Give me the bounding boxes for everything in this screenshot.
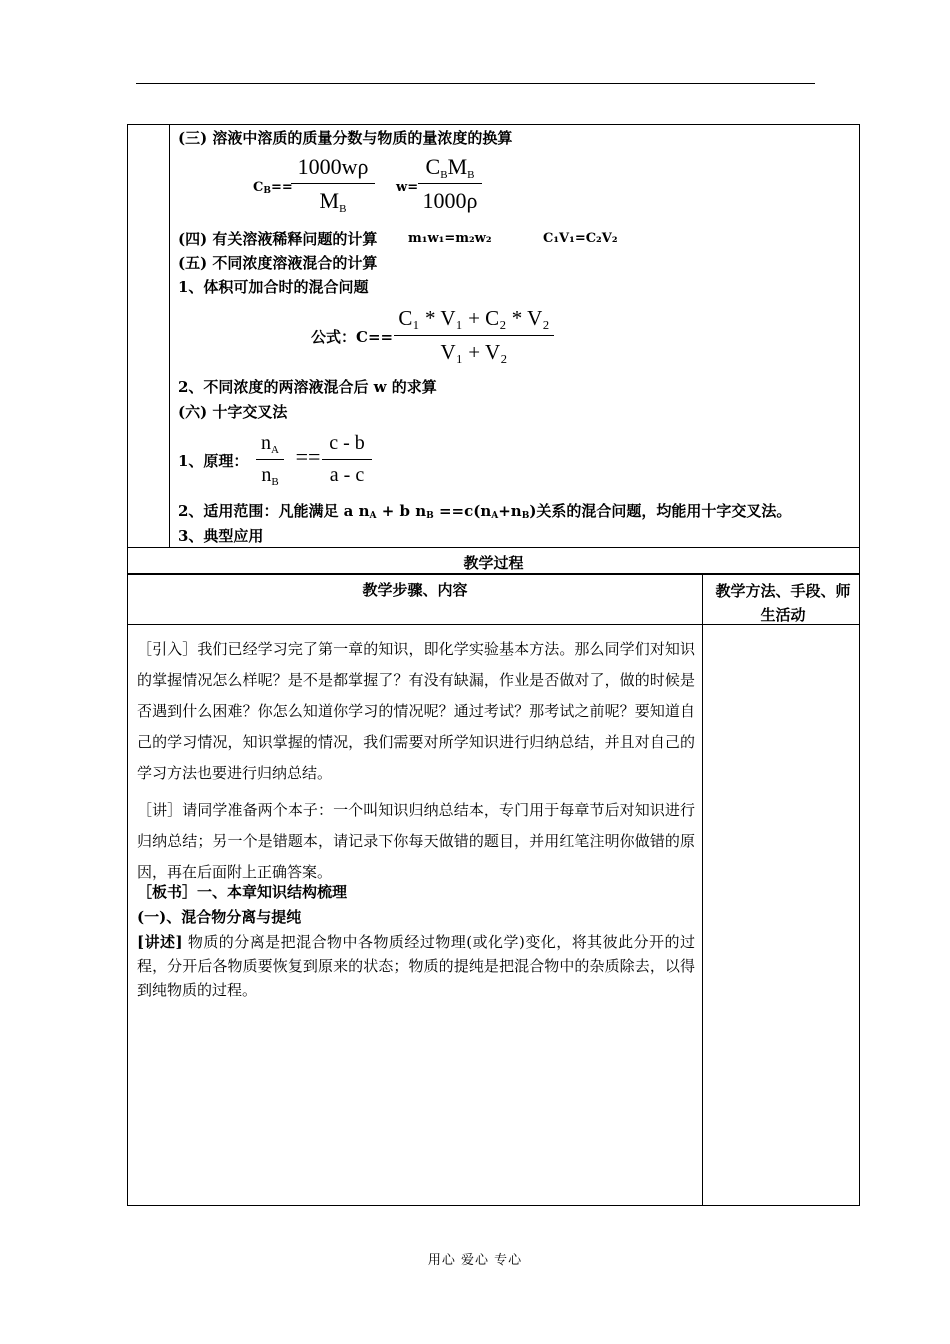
speech-paragraph: [讲述] 物质的分离是把混合物中各物质经过物理(或化学)变化，将其彼此分开的过程，分开后各物质要恢复到原来的状态；物质的提纯是把混合物中的杂质除去，以得到纯物质的过程。 (137, 933, 695, 999)
col-steps-header: 教学步骤、内容 (362, 581, 468, 599)
fraction-bar (418, 183, 482, 184)
section5-item2: 2、不同浓度的两溶液混合后 w 的求算 (178, 378, 437, 396)
board-heading: ［板书］一、本章知识结构梳理 (137, 883, 348, 901)
w-label: w= (396, 180, 419, 195)
w-denominator: 1000ρ (422, 188, 478, 213)
ratio-fraction (256, 430, 284, 492)
mix-formula-label: 公式：C== (311, 328, 394, 346)
process-title: 教学过程 (463, 554, 524, 572)
col-methods-header: 教学方法、手段、师生活动 (715, 582, 851, 624)
section5-title: (五) 不同浓度溶液混合的计算 (178, 254, 378, 272)
cb-numerator: 1000wρ (297, 154, 369, 179)
header-rule (136, 83, 815, 84)
cb-denominator: $M_B$ (319, 188, 347, 215)
fraction-bar (256, 459, 284, 460)
section6-item1-label: 1、原理： (178, 452, 249, 470)
ratio-denominator: $n_B$ (261, 464, 279, 488)
ratio-numerator: $n_A$ (261, 432, 279, 456)
table-header-row (127, 574, 860, 625)
intro-paragraph: ［引入］我们已经学习完了第一章的知识，即化学实验基本方法。那么同学们对知识的掌握情况怎么样呢？是不是都掌握了？有没有缺漏，作业是否做对了，做的时候是否遇到什么困难？你怎么知道你学习的情况呢？通过考试？那考试之前呢？要知道自己的学习情况，知识掌握的情况，我们需要对所学知识进行归纳总结，并且对自己的学习方法也要进行归纳总结。 (137, 640, 695, 782)
fraction-bar (322, 459, 372, 460)
process-title-row (127, 548, 860, 574)
w-fraction (418, 152, 482, 218)
section3-title: (三) 溶液中溶质的质量分数与物质的量浓度的换算 (178, 129, 513, 147)
lecture-paragraph: ［讲］请同学准备两个本子：一个叫知识归纳总结本，专门用于每章节后对知识进行归纳总结；另一个是错题本，请记录下你每天做错的题目，并用红笔注明你做错的原因，再在后面附上正确答案。 (137, 801, 695, 881)
rhs-fraction (322, 430, 372, 492)
section4-title: (四) 有关溶液稀释问题的计算 (178, 230, 378, 248)
column-divider (702, 575, 703, 624)
section6-item2: 2、适用范围：凡能满足 a $n_A + b$ $n_B ==c(n_A+n_B)$关系的混合问题，均能用十字交叉法。 (178, 502, 792, 521)
rhs-numerator: c - b (329, 432, 365, 454)
subsection-heading: (一)、混合物分离与提纯 (137, 908, 302, 926)
left-margin-column (169, 125, 170, 547)
ratio-equals: == (295, 444, 321, 469)
section5-item1: 1、体积可加合时的混合问题 (178, 278, 369, 296)
dilution-eq1: m₁w₁=m₂w₂ (408, 231, 492, 246)
section6-title: (六) 十字交叉法 (178, 403, 288, 421)
mix-numerator: C₁ * V₁ + C₂ * V₂ (398, 306, 550, 330)
page-footer: 用心 爱心 专心 (427, 1253, 523, 1268)
section6-item3: 3、典型应用 (178, 527, 264, 545)
fraction-bar (291, 183, 375, 184)
fraction-bar (394, 335, 554, 336)
w-numerator: $C_BM_B$ (425, 154, 475, 181)
mix-fraction (394, 304, 554, 370)
mix-denominator: V₁ + V₂ (440, 340, 508, 364)
rhs-denominator: a - c (329, 464, 365, 486)
cb-label: $C_B==$ (253, 180, 293, 196)
cb-fraction (291, 152, 375, 218)
dilution-eq2: C₁V₁=C₂V₂ (543, 231, 618, 246)
column-divider (702, 625, 703, 1205)
